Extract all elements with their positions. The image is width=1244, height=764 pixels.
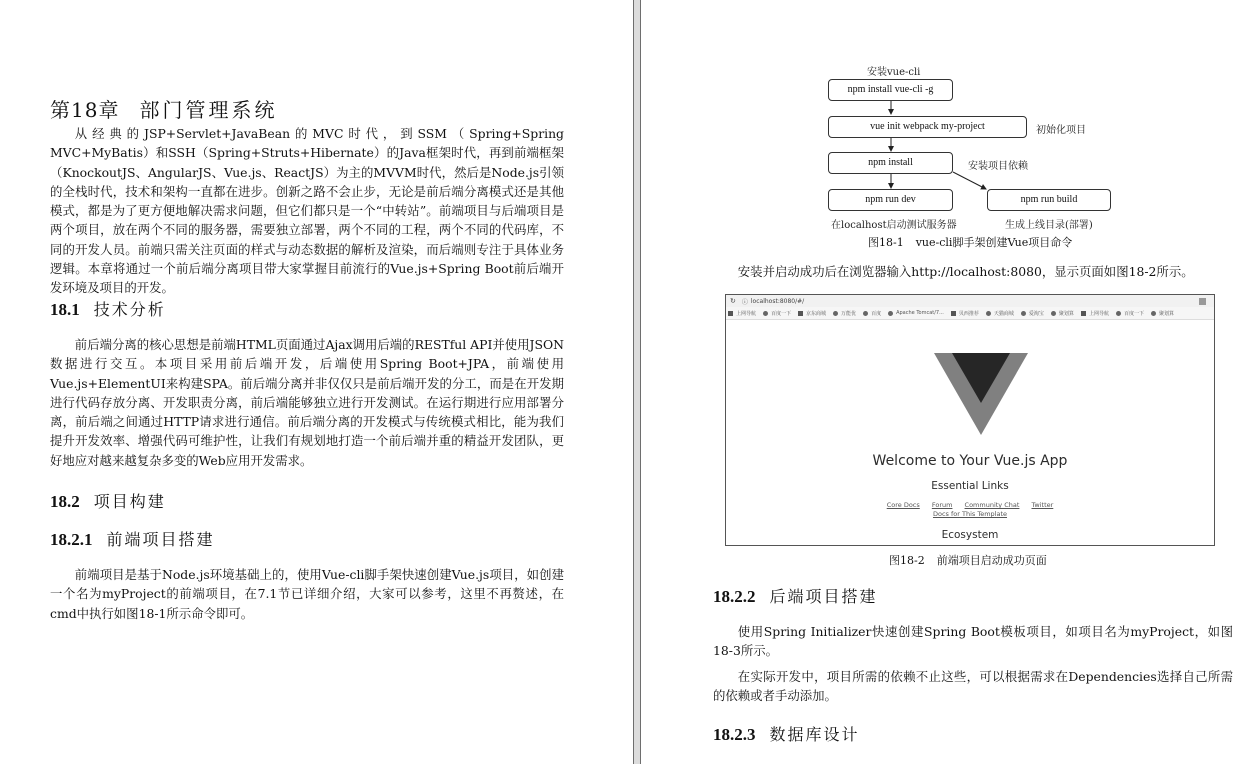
- bookmark-icon: [1051, 311, 1056, 316]
- bookmark-icon: [1081, 311, 1086, 316]
- info-icon: ⓘ: [741, 298, 748, 306]
- reload-icon: ↻: [730, 297, 736, 305]
- flow-step-npm-install: npm install: [828, 152, 953, 174]
- section-18-1-paragraph: 前后端分离的核心思想是前端HTML页面通过Ajax调用后端的RESTful API并使用JSON数据进行交互。本项目采用前后端开发，后端使用Spring Boot+JPA，前端使用Vue.js+ElementUI来构建SPA。前后端分离并非仅仅只是前后端开发的分工，而是在开发期进行代码存放分离、开发职责分离，前后端能够独立进行开发测试。在运行期进行应用部署分离，前后端之间通过HTTP请求进行通信。前后端分离的开发模式与传统模式相比，能为我们提升开发效率、增强代码可维护性，让我们有规划地打造一个前后端并重的精益开发团队，更好地应对越来越复杂多变的Web应用开发需求。: [50, 337, 564, 468]
- link-twitter[interactable]: Twitter: [1031, 501, 1054, 509]
- flow-note-install-deps: 安装项目依赖: [968, 161, 1028, 172]
- flow-step-npm-run-dev: npm run dev: [828, 189, 953, 211]
- extension-icon: [1199, 298, 1206, 305]
- section-18-2-2-paragraph-1: 使用Spring Initializer快速创建Spring Boot模板项目，如项目名为myProject，如图18-3所示。: [713, 624, 1233, 659]
- section-title: 前端项目搭建: [106, 530, 215, 549]
- section-title: 技术分析: [93, 300, 166, 319]
- link-core-docs[interactable]: Core Docs: [886, 501, 920, 509]
- chapter-title: [50, 94, 277, 123]
- link-docs-template[interactable]: Docs for This Template: [932, 510, 1008, 518]
- figure-18-2-browser-screenshot: [725, 294, 1215, 546]
- chapter-name: 部门管理系统: [139, 98, 278, 122]
- right-page: [641, 0, 1244, 764]
- install-vue-cli-label: 安装vue-cli: [867, 67, 921, 78]
- bookmark: 聚划算: [1151, 310, 1174, 317]
- section-title: 后端项目搭建: [769, 587, 878, 606]
- bookmark-icon: [833, 311, 838, 316]
- bookmark: Apache Tomcat/7...: [888, 310, 944, 316]
- paragraph-after-figure-1: 安装并启动成功后在浏览器输入http://localhost:8080，显示页面如图18-2所示。: [737, 264, 1194, 279]
- address-bar: [726, 295, 1214, 307]
- section-number: 18.2.2: [713, 587, 756, 606]
- section-number: 18.2: [50, 492, 80, 511]
- figure-18-2-caption: [889, 552, 1047, 568]
- figure-18-1-caption: [868, 234, 1072, 250]
- bookmark-icon: [763, 311, 768, 316]
- page-gutter-divider: [633, 0, 641, 764]
- flow-note-init: 初始化项目: [1036, 125, 1086, 136]
- flow-step-npm-install-vue-cli: npm install vue-cli -g: [828, 79, 953, 101]
- essential-links-row: [726, 501, 1214, 509]
- caption-text: 前端项目启动成功页面: [936, 554, 1047, 567]
- link-forum[interactable]: Forum: [931, 501, 953, 509]
- flow-note-dev: 在localhost启动测试服务器: [831, 220, 957, 231]
- vue-welcome-heading: Welcome to Your Vue.js App: [872, 453, 1068, 469]
- essential-links-row-2: [726, 510, 1214, 518]
- bookmark-icon: [728, 311, 733, 316]
- vue-logo-icon: [934, 353, 1028, 435]
- bookmark-icon: [1151, 311, 1156, 316]
- bookmark-icon: [1021, 311, 1026, 316]
- bookmarks-bar: [726, 307, 1214, 320]
- section-heading-18-2-3: [713, 722, 860, 745]
- bookmark: 爱淘宝: [1021, 310, 1044, 317]
- section-title: 数据库设计: [769, 725, 860, 744]
- chapter-number: 第18章: [50, 98, 120, 122]
- intro-paragraph: 从经典的JSP+Servlet+JavaBean的MVC时代，到SSM（Spring+Spring MVC+MyBatis）和SSH（Spring+Struts+Hibernate）的Java框架时代，再到前端框架（KnockoutJS、AngularJS、Vue.js、ReactJS）为主的MVVM时代，然后是Node.js引领的全栈时代，技术和架构一直都在进步。创新之路不会止步，无论是前后端分离模式还是其他模式，都是为了更方便地解决需求问题，但它们都只是一个“中转站”。前端项目与后端项目是两个项目，放在两个不同的服务器，需要独立部署，两个不同的工程，两个不同的代码库，不同的开发人员。前端只需关注页面的样式与动态数据的解析及渲染，而后端则专注于具体业务逻辑。本章将通过一个前后端分离项目带大家掌握目前流行的Vue.js+Spring Boot前后端开发环境及项目的开发。: [50, 126, 564, 296]
- caption-number: 图18-2: [889, 554, 925, 567]
- bookmark-icon: [888, 311, 893, 316]
- bookmark: 百度一下: [763, 310, 791, 317]
- section-heading-18-1: [50, 297, 166, 320]
- link-community-chat[interactable]: Community Chat: [964, 501, 1020, 509]
- section-number: 18.2.1: [50, 530, 93, 549]
- section-18-2-2-paragraph-2: 在实际开发中，项目所需的依赖不止这些，可以根据需求在Dependencies选择自己所需的依赖或者手动添加。: [713, 669, 1233, 704]
- ecosystem-heading: Ecosystem: [941, 529, 999, 541]
- bookmark-icon: [986, 311, 991, 316]
- bookmark: 聚划算: [1051, 310, 1074, 317]
- section-number: 18.2.3: [713, 725, 756, 744]
- section-18-2-1-paragraph: 前端项目是基于Node.js环境基础上的，使用Vue-cli脚手架快速创建Vue.js项目，如创建一个名为myProject的前端项目，在7.1节已详细介绍，大家可以参考，这里不再赘述，在cmd中执行如图18-1所示命令即可。: [50, 567, 564, 621]
- url-text: localhost:8080/#/: [750, 297, 805, 305]
- bookmark: 百度: [863, 310, 881, 317]
- bookmark-icon: [951, 311, 956, 316]
- bookmark: 贝西推荐: [951, 310, 979, 317]
- bookmark-icon: [1116, 311, 1121, 316]
- flow-step-npm-run-build: npm run build: [987, 189, 1111, 211]
- section-number: 18.1: [50, 300, 80, 319]
- bookmark: 上网导航: [728, 310, 756, 317]
- bookmark: 上网导航: [1081, 310, 1109, 317]
- section-heading-18-2-2: [713, 584, 878, 607]
- bookmark: 百度一下: [1116, 310, 1144, 317]
- bookmark: 万能优: [833, 310, 856, 317]
- bookmark-icon: [798, 311, 803, 316]
- bookmark-icon: [863, 311, 868, 316]
- bookmark: 京东商城: [798, 310, 826, 317]
- flow-step-vue-init: vue init webpack my-project: [828, 116, 1027, 138]
- bookmark: 天猫商城: [986, 310, 1014, 317]
- figure-18-1-flowchart: [641, 0, 1244, 260]
- caption-number: 图18-1: [868, 236, 904, 249]
- flow-note-build: 生成上线目录(部署): [1005, 220, 1093, 231]
- section-title: 项目构建: [93, 492, 166, 511]
- section-heading-18-2: [50, 489, 166, 512]
- caption-text: vue-cli脚手架创建Vue项目命令: [915, 236, 1073, 249]
- section-heading-18-2-1: [50, 527, 215, 550]
- essential-links-heading: Essential Links: [931, 480, 1009, 492]
